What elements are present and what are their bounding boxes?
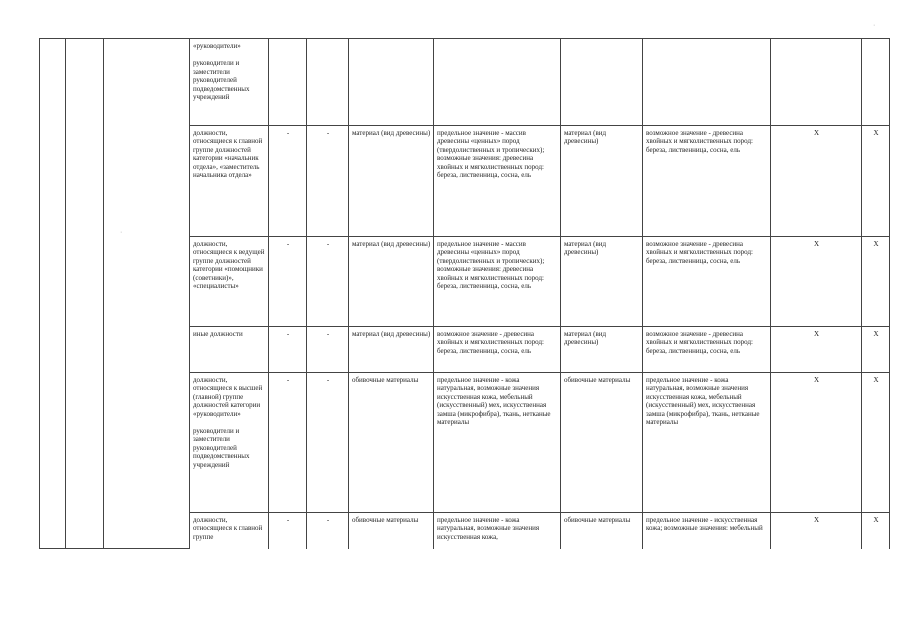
scope-value-cell: возможное значение - древесина хвойных и мягколиственных пород: береза, лиственница, сосна, ель [643,237,771,327]
price-cell: - [307,327,349,373]
property-cell: обивочные материалы [349,513,434,549]
position-cell [190,237,269,327]
price-cell: - [307,373,349,513]
scope-property-cell [561,39,643,126]
scope-value-cell: возможное значение - древесина хвойных и мягколиственных пород: береза, лиственница, сосна, ель [643,327,771,373]
x-mark-cell: X [862,513,890,549]
unit-cell: - [269,513,307,549]
position-cell [190,327,269,373]
position-text: должности, относящиеся к главной группе [193,516,263,541]
scope-property-cell: материал (вид древесины) [561,237,643,327]
x-mark-cell: X [862,327,890,373]
x-mark-cell [862,39,890,126]
value-cell: предельное значение - кожа натуральная, возможные значения искусственная кожа, [434,513,561,549]
value-cell: предельное значение - массив древесины «ценных» пород (твердолиственных и тропических); возможные значения: древесина хвойных и мягколиственных пород: береза, лиственница, сосна, ель [434,126,561,237]
corner-mark: · [873,22,876,29]
requirements-table [39,38,890,549]
position-text: должности, относящиеся к главной группе должностей категории «начальник отдела», «заместитель начальника отдела» [193,129,263,180]
value-cell: предельное значение - кожа натуральная, возможные значения искусственная кожа, мебельный (искусственный) мех, искусственная замша (микрофибра), ткань, нетканые материалы [434,373,561,513]
position-text: должности, относящиеся к ведущей группе должностей категории «помощники (советники)», «специалисты» [193,240,265,291]
price-cell: - [307,126,349,237]
unit-cell: - [269,237,307,327]
position-text [193,50,266,59]
number-cell [40,39,66,549]
property-cell: материал (вид древесины) [349,126,434,237]
x-mark-cell: X [771,237,862,327]
position-text: должности, относящиеся к высшей (главной) группе должностей категории «руководители» [193,376,263,418]
price-cell: - [307,237,349,327]
name-cell [104,39,190,549]
x-mark-cell: X [862,237,890,327]
x-mark-cell [771,39,862,126]
scope-property-cell: материал (вид древесины) [561,126,643,237]
x-mark-cell: X [862,373,890,513]
scope-value-cell [643,39,771,126]
property-cell: материал (вид древесины) [349,327,434,373]
property-cell [349,39,434,126]
x-mark-cell: X [771,513,862,549]
unit-cell: - [269,373,307,513]
scope-value-cell: предельное значение - искусственная кожа; возможные значения: мебельный [643,513,771,549]
unit-cell [269,39,307,126]
unit-cell: - [269,327,307,373]
x-mark-cell: X [862,126,890,237]
property-cell: обивочные материалы [349,373,434,513]
position-text [193,418,266,427]
scope-value-cell: возможное значение - древесина хвойных и мягколиственных пород: береза, лиственница, сосна, ель [643,126,771,237]
code-cell [66,39,104,549]
scope-property-cell: обивочные материалы [561,373,643,513]
x-mark-cell: X [771,373,862,513]
position-text: «руководители» [193,42,241,50]
side-mark: · [120,229,123,236]
value-cell: предельное значение - массив древесины «ценных» пород (твердолиственных и тропических); возможные значения: древесина хвойных и мягколиственных пород: береза, лиственница, сосна, ель [434,237,561,327]
unit-cell: - [269,126,307,237]
price-cell [307,39,349,126]
value-cell [434,39,561,126]
scope-property-cell: обивочные материалы [561,513,643,549]
table-body [40,39,890,549]
position-cell [190,513,269,549]
scope-property-cell: материал (вид древесины) [561,327,643,373]
position-text: руководители и заместители руководителей подведомственных учреждений [193,59,250,102]
x-mark-cell: X [771,327,862,373]
price-cell: - [307,513,349,549]
value-cell: возможное значение - древесина хвойных и мягколиственных пород: береза, лиственница, сосна, ель [434,327,561,373]
property-cell: материал (вид древесины) [349,237,434,327]
position-text: руководители и заместители руководителей подведомственных учреждений [193,427,250,469]
position-cell [190,373,269,513]
scope-value-cell: предельное значение - кожа натуральная, возможные значения искусственная кожа, мебельный (искусственный) мех, искусственная замша (микрофибра), ткань, нетканые материалы [643,373,771,513]
table-row [40,39,890,126]
position-text: иные должности [193,330,243,338]
x-mark-cell: X [771,126,862,237]
position-cell [190,126,269,237]
position-cell [190,39,269,126]
